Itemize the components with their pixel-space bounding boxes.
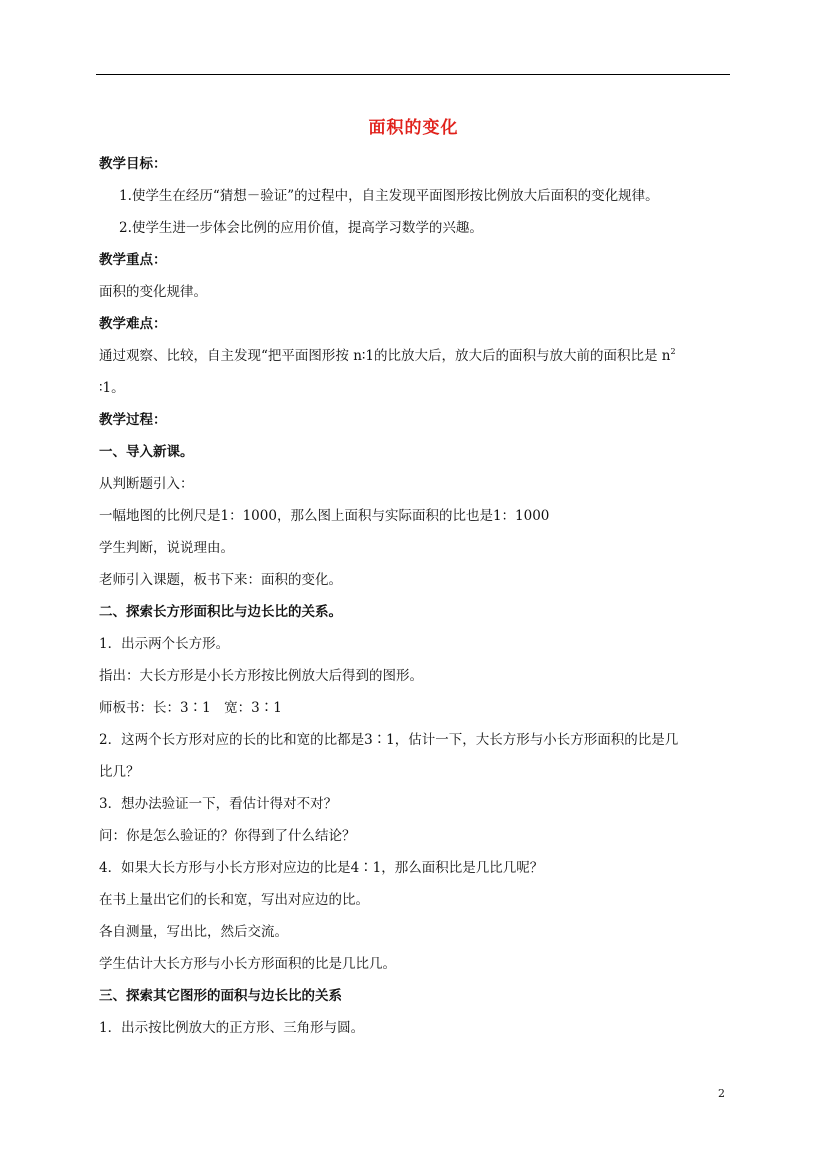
paragraph: 2．这两个长方形对应的长的比和宽的比都是3∶1，估计一下，大长方形与小长方形面积的比是几: [99, 732, 679, 748]
paragraph: 一幅地图的比例尺是1：1000，那么图上面积与实际面积的比也是1：1000: [99, 508, 550, 524]
paragraph: 从判断题引入：: [99, 476, 194, 492]
paragraph: 师板书：长：3∶1 宽：3∶1: [99, 700, 282, 716]
paragraph: 各自测量，写出比，然后交流。: [99, 924, 288, 940]
section-3-heading: 三、探索其它图形的面积与边长比的关系: [99, 988, 342, 1004]
paragraph: 1．出示两个长方形。: [99, 636, 230, 652]
header-rule: [96, 74, 730, 75]
heading-key-points: 教学重点：: [99, 252, 167, 268]
heading-teaching-process: 教学过程：: [99, 412, 167, 428]
paragraph: 学生判断，说说理由。: [99, 540, 234, 556]
paragraph: 在书上量出它们的长和宽，写出对应边的比。: [99, 892, 369, 908]
paragraph: 3．想办法验证一下，看估计得对不对？: [99, 796, 338, 812]
difficult-points-text-cont: ∶1。: [99, 380, 125, 396]
key-points-text: 面积的变化规律。: [99, 284, 207, 300]
paragraph: 比几？: [99, 764, 140, 780]
heading-teaching-goals: 教学目标：: [99, 156, 167, 172]
heading-difficult-points: 教学难点：: [99, 316, 167, 332]
paragraph: 学生估计大长方形与小长方形面积的比是几比几。: [99, 956, 396, 972]
paragraph: 指出：大长方形是小长方形按比例放大后得到的图形。: [99, 668, 423, 684]
section-2-heading: 二、探索长方形面积比与边长比的关系。: [99, 604, 342, 620]
page-number: 2: [718, 1087, 725, 1100]
difficult-points-text: 通过观察、比较，自主发现“把平面图形按 n∶1的比放大后，放大后的面积与放大前的面积比是 $n^2$: [99, 347, 676, 364]
goal-item-2: 2.使学生进一步体会比例的应用价值，提高学习数学的兴趣。: [119, 220, 483, 236]
goal-item-1: 1.使学生在经历“猜想－验证”的过程中，自主发现平面图形按比例放大后面积的变化规律。: [119, 188, 659, 204]
paragraph: 老师引入课题，板书下来：面积的变化。: [99, 572, 342, 588]
section-1-heading: 一、导入新课。: [99, 444, 194, 460]
paragraph: 1．出示按比例放大的正方形、三角形与圆。: [99, 1020, 365, 1036]
paragraph: 4．如果大长方形与小长方形对应边的比是4∶1，那么面积比是几比几呢？: [99, 860, 544, 876]
paragraph: 问：你是怎么验证的？你得到了什么结论？: [99, 828, 356, 844]
page-title: 面积的变化: [368, 118, 459, 138]
